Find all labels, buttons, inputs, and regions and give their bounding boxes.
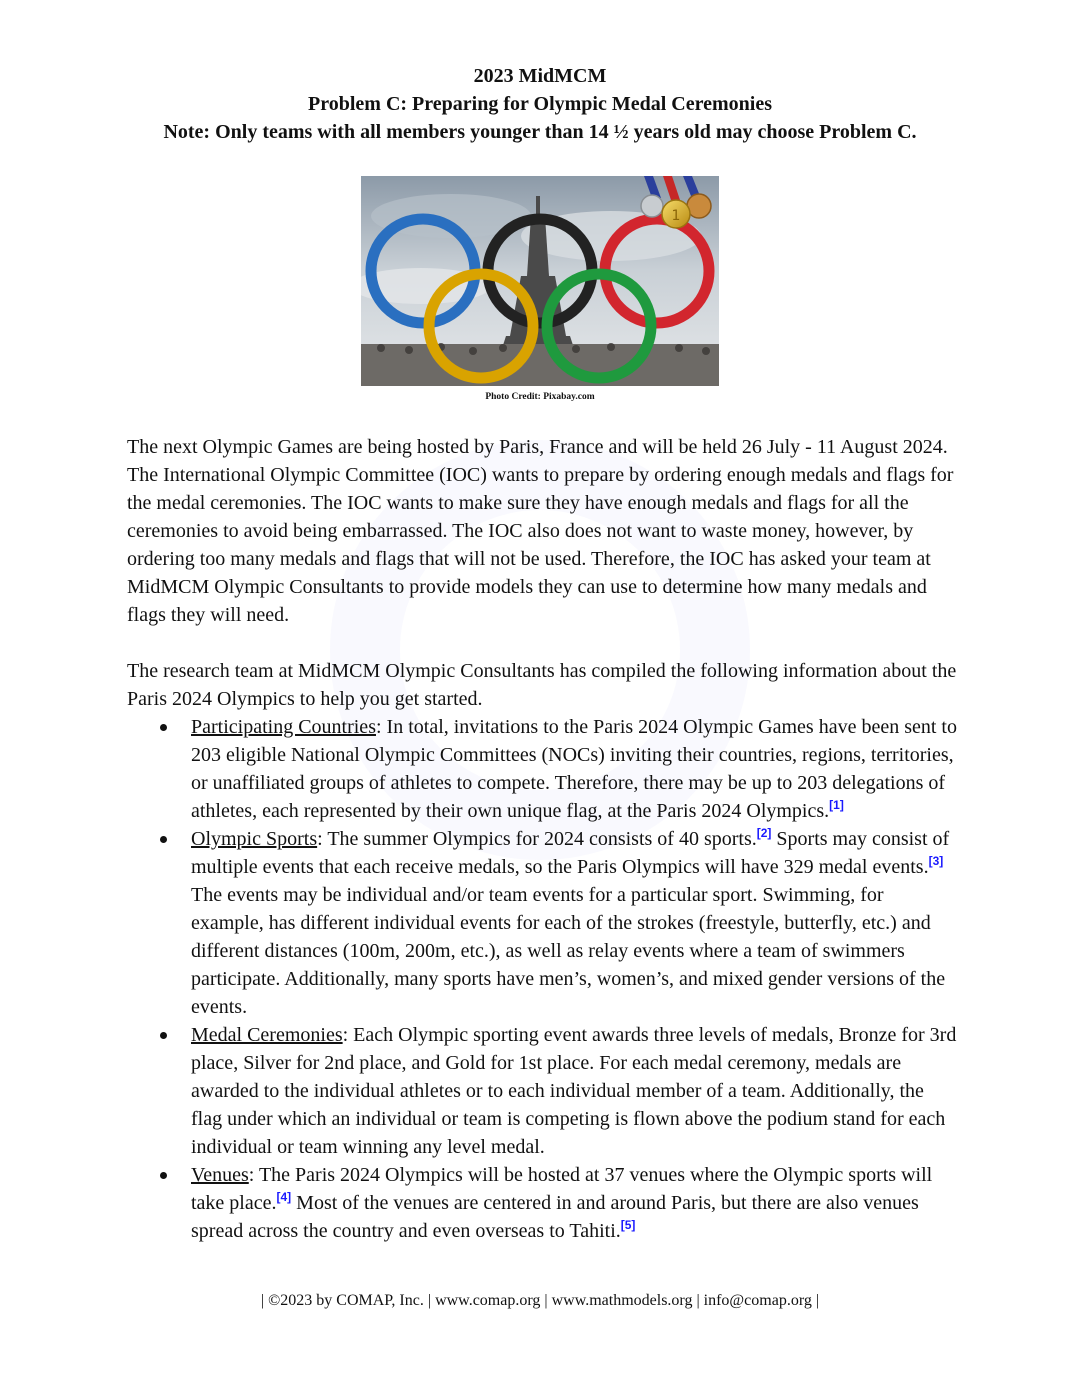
- bullet-icon: [160, 1172, 167, 1179]
- document-header: [0, 62, 1080, 146]
- list-item: Participating Countries: In total, invitations to the Paris 2024 Olympic Games have been sent to 203 eligible National Olympic Committees (NOCs) inviting their countries, regions, territories, or unaffiliated groups of athletes to compete. Therefore, there may be up to 203 delegations of athletes, each represented by their own unique flag, at the Paris 2024 Olympics.[1]: [127, 713, 957, 825]
- info-list: [127, 713, 957, 1245]
- bullet-term: Participating Countries: [191, 716, 376, 738]
- citation-link[interactable]: [1]: [829, 798, 844, 812]
- bullet-term: Venues: [191, 1164, 249, 1186]
- citation-link[interactable]: [3]: [928, 854, 944, 868]
- problem-title: Problem C: Preparing for Olympic Medal Ceremonies: [308, 93, 772, 115]
- list-item: Medal Ceremonies: Each Olympic sporting event awards three levels of medals, Bronze for 3rd place, Silver for 2nd place, and Gold for 1st place. For each medal ceremony, medals are awarded to the individual athletes or to each individual member of a team. Additionally, the flag under which an individual or team is competing is flown above the podium stand for each individual or team winning any level medal.: [127, 1021, 957, 1161]
- olympic-rings-photo: [361, 176, 719, 386]
- list-item: Venues: The Paris 2024 Olympics will be hosted at 37 venues where the Olympic sports will take place.[4] Most of the venues are centered in and around Paris, but there are also venues spread across the country and even overseas to Tahiti.[5]: [127, 1161, 957, 1245]
- contest-title: 2023 MidMCM: [473, 65, 607, 87]
- crowd: [361, 344, 719, 386]
- citation-link[interactable]: [2]: [756, 826, 772, 840]
- bullet-term: Medal Ceremonies: [191, 1024, 343, 1046]
- list-item: Olympic Sports: The summer Olympics for 2024 consists of 40 sports.[2] Sports may consist of multiple events that each receive medals, so the Paris Olympics will have 329 medal events.[3] The events may be individual and/or team events for a particular sport. Swimming, for example, has different individual events for each of the strokes (freestyle, butterfly, etc.) and different distances (100m, 200m, etc.), as well as relay events where a team of swimmers participate. Additionally, many sports have men’s, women’s, and mixed gender versions of the events.: [127, 825, 957, 1021]
- research-section: [127, 657, 957, 1245]
- bullet-icon: [160, 1032, 167, 1039]
- bullet-icon: [160, 836, 167, 843]
- photo-credit: Photo Credit: Pixabay.com: [485, 392, 595, 402]
- bullet-term: Olympic Sports: [191, 828, 318, 850]
- citation-link[interactable]: [5]: [620, 1218, 636, 1232]
- eligibility-note: Note: Only teams with all members younger than 14 ½ years old may choose Problem C.: [163, 121, 917, 143]
- intro-paragraph: The next Olympic Games are being hosted by Paris, France and will be held 26 July - 11 August 2024. The International Olympic Committee (IOC) wants to prepare by ordering enough medals and flags for the medal ceremonies. The IOC wants to make sure they have enough medals and flags for all the ceremonies to avoid being embarrassed. The IOC also does not want to waste money, however, by ordering too many medals and flags that will not be used. Therefore, the IOC has asked your team at MidMCM Olympic Consultants to provide models they can use to determine how many medals and flags they will need.: [127, 436, 954, 626]
- svg-text:1: 1: [671, 208, 681, 224]
- bullet-icon: [160, 724, 167, 731]
- photo-illustration: [361, 176, 719, 386]
- page-footer: | ©2023 by COMAP, Inc. | www.comap.org | www.mathmodels.org | info@comap.org |: [260, 1292, 820, 1309]
- citation-link[interactable]: [4]: [276, 1190, 292, 1204]
- research-paragraph: The research team at MidMCM Olympic Consultants has compiled the following information about the Paris 2024 Olympics to help you get started.: [127, 660, 957, 710]
